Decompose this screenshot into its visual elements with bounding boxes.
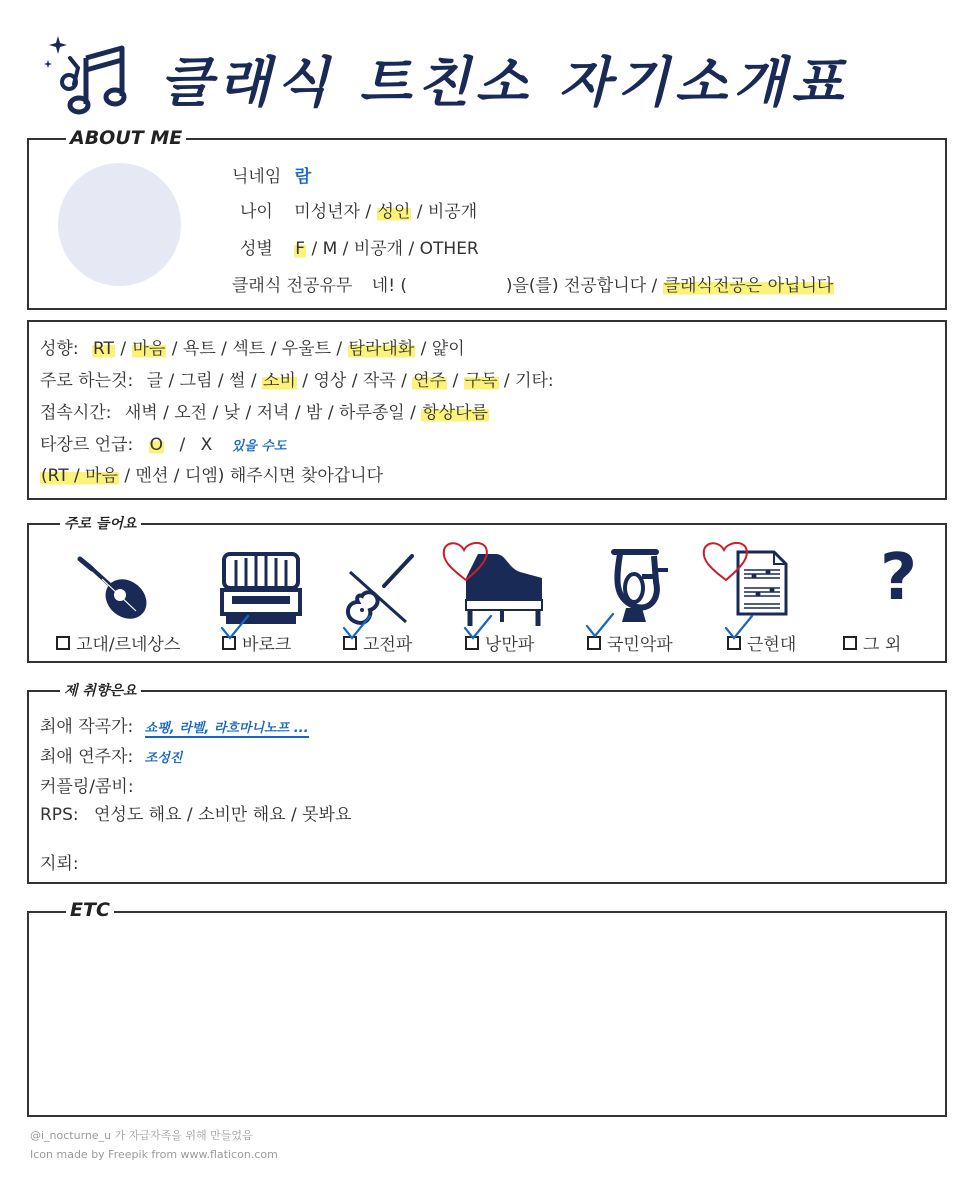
follow-mention: 멘션 <box>135 466 169 486</box>
taste-section-title: 제 취향은요 <box>60 680 141 700</box>
genre-handwritten-note: 있을 수도 <box>231 439 287 454</box>
separator: / <box>365 202 372 222</box>
checkbox-ancient[interactable] <box>56 636 70 650</box>
activity-row: 주로 하는것: 글 / 그림 / 썰 / 소비 / 영상 / 작곡 / 연주 / 구독 / 기타: <box>40 371 554 391</box>
heart-doodle-icon <box>440 540 492 586</box>
activity-perform: 연주 <box>413 371 447 391</box>
time-night: 밤 <box>306 403 323 423</box>
listen-section-title: 주로 들어요 <box>60 513 141 533</box>
separator: / <box>342 239 349 259</box>
time-row: 접속시간: 새벽 / 오전 / 낮 / 저녁 / 밤 / 하루종일 / 항상다름 <box>40 403 488 423</box>
rps-option-cannot: 못봐요 <box>302 805 352 825</box>
time-dawn: 새벽 <box>124 403 158 423</box>
time-label: 접속시간: <box>40 403 112 423</box>
major-yes-suffix: )을(를) 전공합니다 <box>505 276 647 296</box>
performer-label: 최애 연주자: <box>40 747 134 767</box>
footer-icon-credit: Icon made by Freepik from www.flaticon.com <box>30 1148 278 1161</box>
about-me-section-title: ABOUT ME <box>66 127 186 149</box>
listen-label-modern: 근현대 <box>747 635 797 655</box>
tendency-label: 성향: <box>40 339 79 359</box>
landmine-row <box>40 849 79 874</box>
coupling-label: 커플링/콤비: <box>40 777 134 797</box>
age-option-minor: 미성년자 <box>294 202 360 222</box>
lute-icon <box>76 555 156 629</box>
check-mark-icon <box>722 612 756 642</box>
etc-section-title: ETC <box>66 899 114 921</box>
nickname-row <box>232 162 311 187</box>
separator: / <box>651 276 658 296</box>
coupling-row <box>40 772 134 797</box>
landmine-label: 지뢰: <box>40 854 79 874</box>
major-label: 클래식 전공유무 <box>232 276 353 296</box>
page-title: 클래식 트친소 자기소개표 <box>160 51 850 114</box>
gender-option-other: OTHER <box>419 239 479 259</box>
gender-row <box>240 234 479 259</box>
activity-compose: 작곡 <box>362 371 396 391</box>
question-mark-icon: ? <box>880 541 918 615</box>
genre-o: O <box>149 435 164 455</box>
music-notes-icon <box>44 28 134 122</box>
gender-label: 성별 <box>240 239 273 259</box>
major-yes-option: 네! ( <box>371 276 408 296</box>
rps-option-consume: 소비만 해요 <box>198 805 286 825</box>
time-morning: 오전 <box>174 403 208 423</box>
activity-video: 영상 <box>313 371 347 391</box>
genre-label: 타장르 언급: <box>40 435 134 455</box>
composer-label: 최애 작곡가: <box>40 717 134 737</box>
listen-item-ancient[interactable] <box>56 630 180 655</box>
age-label: 나이 <box>240 202 273 222</box>
separator: / <box>408 239 415 259</box>
activity-subscribe: 구독 <box>464 371 498 391</box>
tendency-shallow: 얉이 <box>431 339 465 359</box>
check-mark-icon <box>340 612 374 642</box>
age-row <box>240 197 477 222</box>
activity-story: 썰 <box>229 371 246 391</box>
rps-option-write: 연성도 해요 <box>94 805 182 825</box>
tendency-row: 성향: RT / 마음 / 욕트 / 섹트 / 우울트 / 탐라대화 / 얉이 <box>40 339 465 359</box>
check-mark-icon <box>218 612 252 642</box>
tendency-timeline-chat: 탐라대화 <box>348 339 415 359</box>
genre-x: X <box>200 435 213 455</box>
follow-rt-heart: (RT / 마음 <box>41 466 118 486</box>
separator: / <box>311 239 318 259</box>
footer-credit: @i_nocturne_u 가 자급자족을 위해 만들었음 <box>30 1129 253 1142</box>
composer-row <box>40 712 309 737</box>
age-option-private: 비공개 <box>427 202 478 222</box>
activity-writing: 글 <box>146 371 164 391</box>
activity-consume: 소비 <box>263 371 296 391</box>
performer-row <box>40 742 182 767</box>
follow-dm: 디엠) 해주시면 찾아갑니다 <box>184 466 384 486</box>
time-evening: 저녁 <box>256 403 290 423</box>
tendency-heart: 마음 <box>132 339 166 359</box>
etc-box <box>27 911 947 1117</box>
tendency-swear: 욕트 <box>182 339 216 359</box>
listen-label-romantic: 낭만파 <box>485 635 535 655</box>
age-option-adult: 성인 <box>377 202 411 222</box>
heart-doodle-icon <box>700 540 752 586</box>
listen-label-classical: 고전파 <box>363 635 413 655</box>
follow-row: (RT / 마음 / 멘션 / 디엠) 해주시면 찾아갑니다 <box>41 466 384 486</box>
major-no-option: 클래식전공은 아닙니다 <box>663 276 834 296</box>
gender-option-private: 비공개 <box>353 239 404 259</box>
rps-row: RPS: 연성도 해요 / 소비만 해요 / 못봐요 <box>40 805 352 825</box>
performer-value: 조성진 <box>144 751 183 766</box>
gender-option-m: M <box>322 239 338 259</box>
check-mark-icon <box>461 612 495 642</box>
time-always-different: 항상다름 <box>422 403 488 423</box>
listen-item-other[interactable] <box>843 630 901 655</box>
time-day: 낮 <box>223 403 241 423</box>
separator: / <box>416 202 423 222</box>
time-all-day: 하루종일 <box>339 403 405 423</box>
nickname-value: 람 <box>294 167 312 187</box>
listen-label-baroque: 바로크 <box>242 635 292 655</box>
listen-label-nationalist: 국민악파 <box>607 635 673 655</box>
tendency-rt: RT <box>92 339 114 359</box>
activity-drawing: 그림 <box>179 371 213 391</box>
tendency-gloomy: 우울트 <box>281 339 331 359</box>
checkbox-other[interactable] <box>843 636 857 650</box>
nickname-label: 닉네임 <box>232 167 282 187</box>
listen-label-other: 그 외 <box>863 635 902 655</box>
rps-label: RPS: <box>40 805 79 825</box>
tendency-sext: 섹트 <box>232 339 266 359</box>
listen-label-ancient: 고대/르네상스 <box>76 635 181 655</box>
check-mark-icon <box>583 610 617 640</box>
genre-row: 타장르 언급: O / X 있을 수도 <box>40 435 287 455</box>
activity-label: 주로 하는것: <box>40 371 134 391</box>
gender-option-f: F <box>295 239 306 259</box>
avatar <box>58 163 181 286</box>
composer-value: 쇼팽, 라벨, 라흐마니노프 ... <box>144 721 309 736</box>
activity-other: 기타: <box>515 371 554 391</box>
major-row <box>232 271 834 296</box>
